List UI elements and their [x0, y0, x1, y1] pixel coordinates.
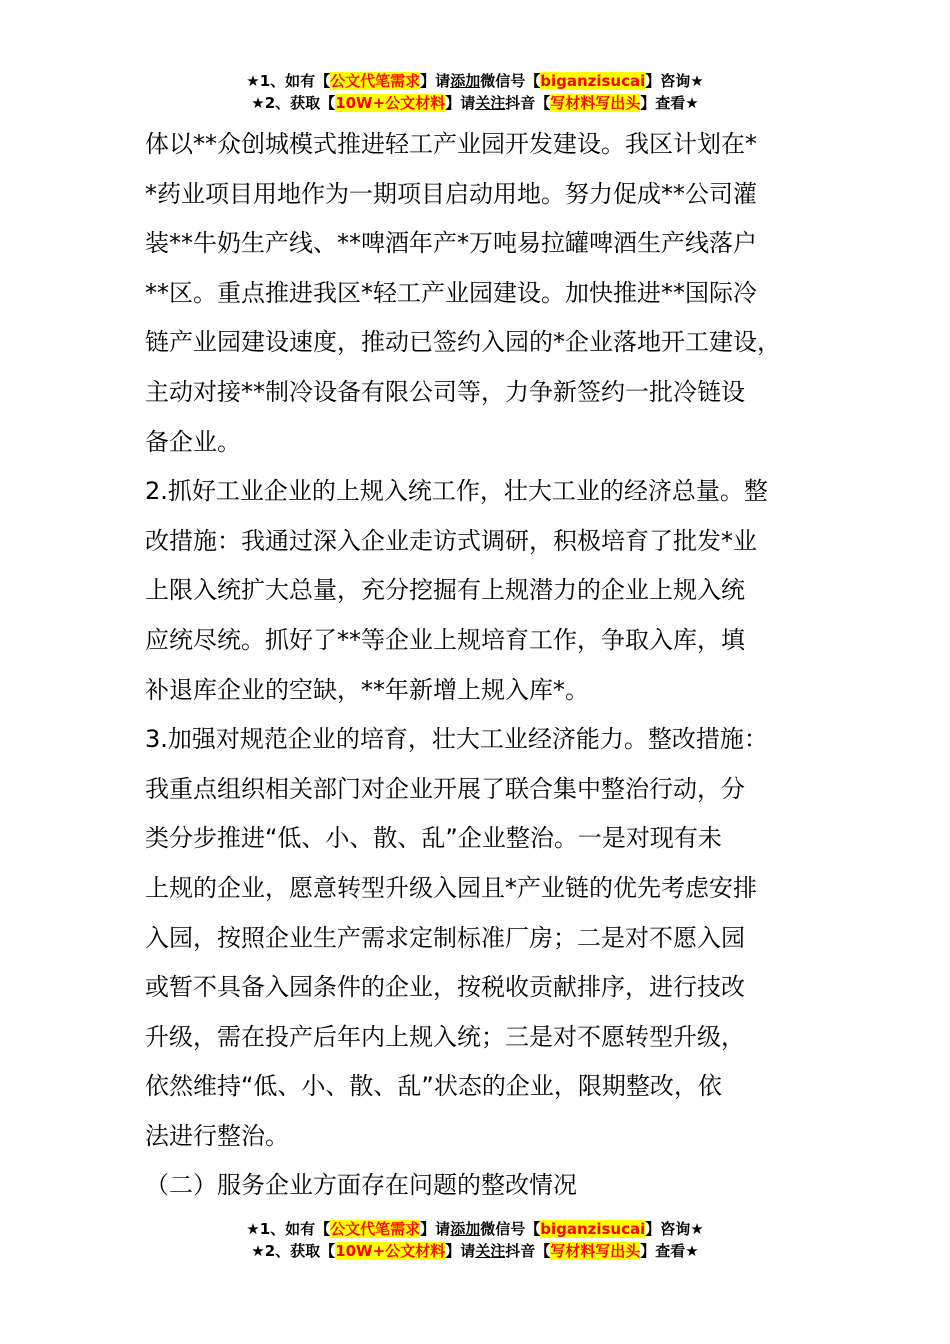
body-line: 依然维持“低、小、散、乱”状态的企业，限期整改，依	[145, 1072, 722, 1101]
promo-text: 】请	[420, 1220, 451, 1238]
top-promo-banner	[0, 70, 950, 114]
promo-highlight: biganzisucai	[540, 1220, 646, 1238]
body-line: 体以**众创城模式推进轻工产业园开发建设。我区计划在*	[145, 130, 757, 158]
promo-text: 微信号【	[480, 72, 541, 90]
body-line: 备企业。	[145, 427, 241, 456]
body-line: 类分步推进“低、小、散、乱”企业整治。一是对现有未	[145, 824, 722, 853]
promo-text: 抖音【	[505, 94, 551, 112]
promo-text: 】查看★	[640, 1242, 699, 1260]
promo-text: 微信号【	[480, 1220, 541, 1238]
promo-highlight: 写材料写出头	[550, 1242, 641, 1260]
promo-highlight: 公文代笔需求	[330, 72, 421, 90]
promo-line-2	[0, 1240, 950, 1262]
document-body	[145, 120, 825, 1211]
promo-text: ★2、获取【	[251, 1242, 336, 1260]
promo-highlight: 10W+公文材料	[335, 1242, 446, 1260]
body-line: 应统尽统。抓好了**等企业上规培育工作，争取入库，填	[145, 625, 745, 654]
promo-text: 】请	[445, 1242, 476, 1260]
promo-line-1	[0, 1218, 950, 1240]
promo-highlight: 公文代笔需求	[330, 1220, 421, 1238]
body-line: 2.抓好工业企业的上规入统工作，壮大工业的经济总量。整	[145, 477, 768, 506]
body-line: 升级，需在投产后年内上规入统；三是对不愿转型升级，	[145, 1022, 745, 1051]
body-line: 改措施：我通过深入企业走访式调研，积极培育了批发*业	[145, 526, 757, 555]
promo-highlight: biganzisucai	[540, 72, 646, 90]
promo-text: 】咨询★	[645, 72, 704, 90]
body-line: **区。重点推进我区*轻工产业园建设。加快推进**国际冷	[145, 278, 757, 307]
body-line: 我重点组织相关部门对企业开展了联合集中整治行动，分	[145, 774, 745, 803]
promo-text: ★1、如有【	[246, 1220, 331, 1238]
promo-text: 】请	[420, 72, 451, 90]
promo-text: 添加	[450, 72, 481, 90]
promo-text: 抖音【	[505, 1242, 551, 1260]
promo-text: 添加	[450, 1220, 481, 1238]
body-line: 3.加强对规范企业的培育，壮大工业经济能力。整改措施：	[145, 725, 768, 754]
body-line: 主动对接**制冷设备有限公司等，力争新签约一批冷链设	[145, 377, 745, 406]
promo-text: 】咨询★	[645, 1220, 704, 1238]
body-line: 链产业园建设速度，推动已签约入园的*企业落地开工建设，	[145, 328, 781, 357]
section-heading: （二）服务企业方面存在问题的整改情况	[145, 1171, 577, 1200]
promo-text: 关注	[475, 1242, 506, 1260]
promo-text: ★1、如有【	[246, 72, 331, 90]
body-line: 补退库企业的空缺，**年新增上规入库*。	[145, 675, 589, 704]
promo-highlight: 写材料写出头	[550, 94, 641, 112]
body-line: 上限入统扩大总量，充分挖掘有上规潜力的企业上规入统	[145, 576, 745, 605]
promo-highlight: 10W+公文材料	[335, 94, 446, 112]
promo-text: 】请	[445, 94, 476, 112]
body-line: *药业项目用地作为一期项目启动用地。努力促成**公司灌	[145, 179, 757, 208]
promo-text: 关注	[475, 94, 506, 112]
body-line: 上规的企业，愿意转型升级入园且*产业链的优先考虑安排	[145, 873, 757, 902]
promo-line-2	[0, 92, 950, 114]
promo-line-1	[0, 70, 950, 92]
body-line: 或暂不具备入园条件的企业，按税收贡献排序，进行技改	[145, 973, 745, 1002]
body-line: 法进行整治。	[145, 1121, 289, 1150]
promo-text: 】查看★	[640, 94, 699, 112]
body-line: 入园，按照企业生产需求定制标准厂房；二是对不愿入园	[145, 923, 745, 952]
bottom-promo-banner	[0, 1218, 950, 1262]
promo-text: ★2、获取【	[251, 94, 336, 112]
body-line: 装**牛奶生产线、**啤酒年产*万吨易拉罐啤酒生产线落户	[145, 229, 757, 258]
